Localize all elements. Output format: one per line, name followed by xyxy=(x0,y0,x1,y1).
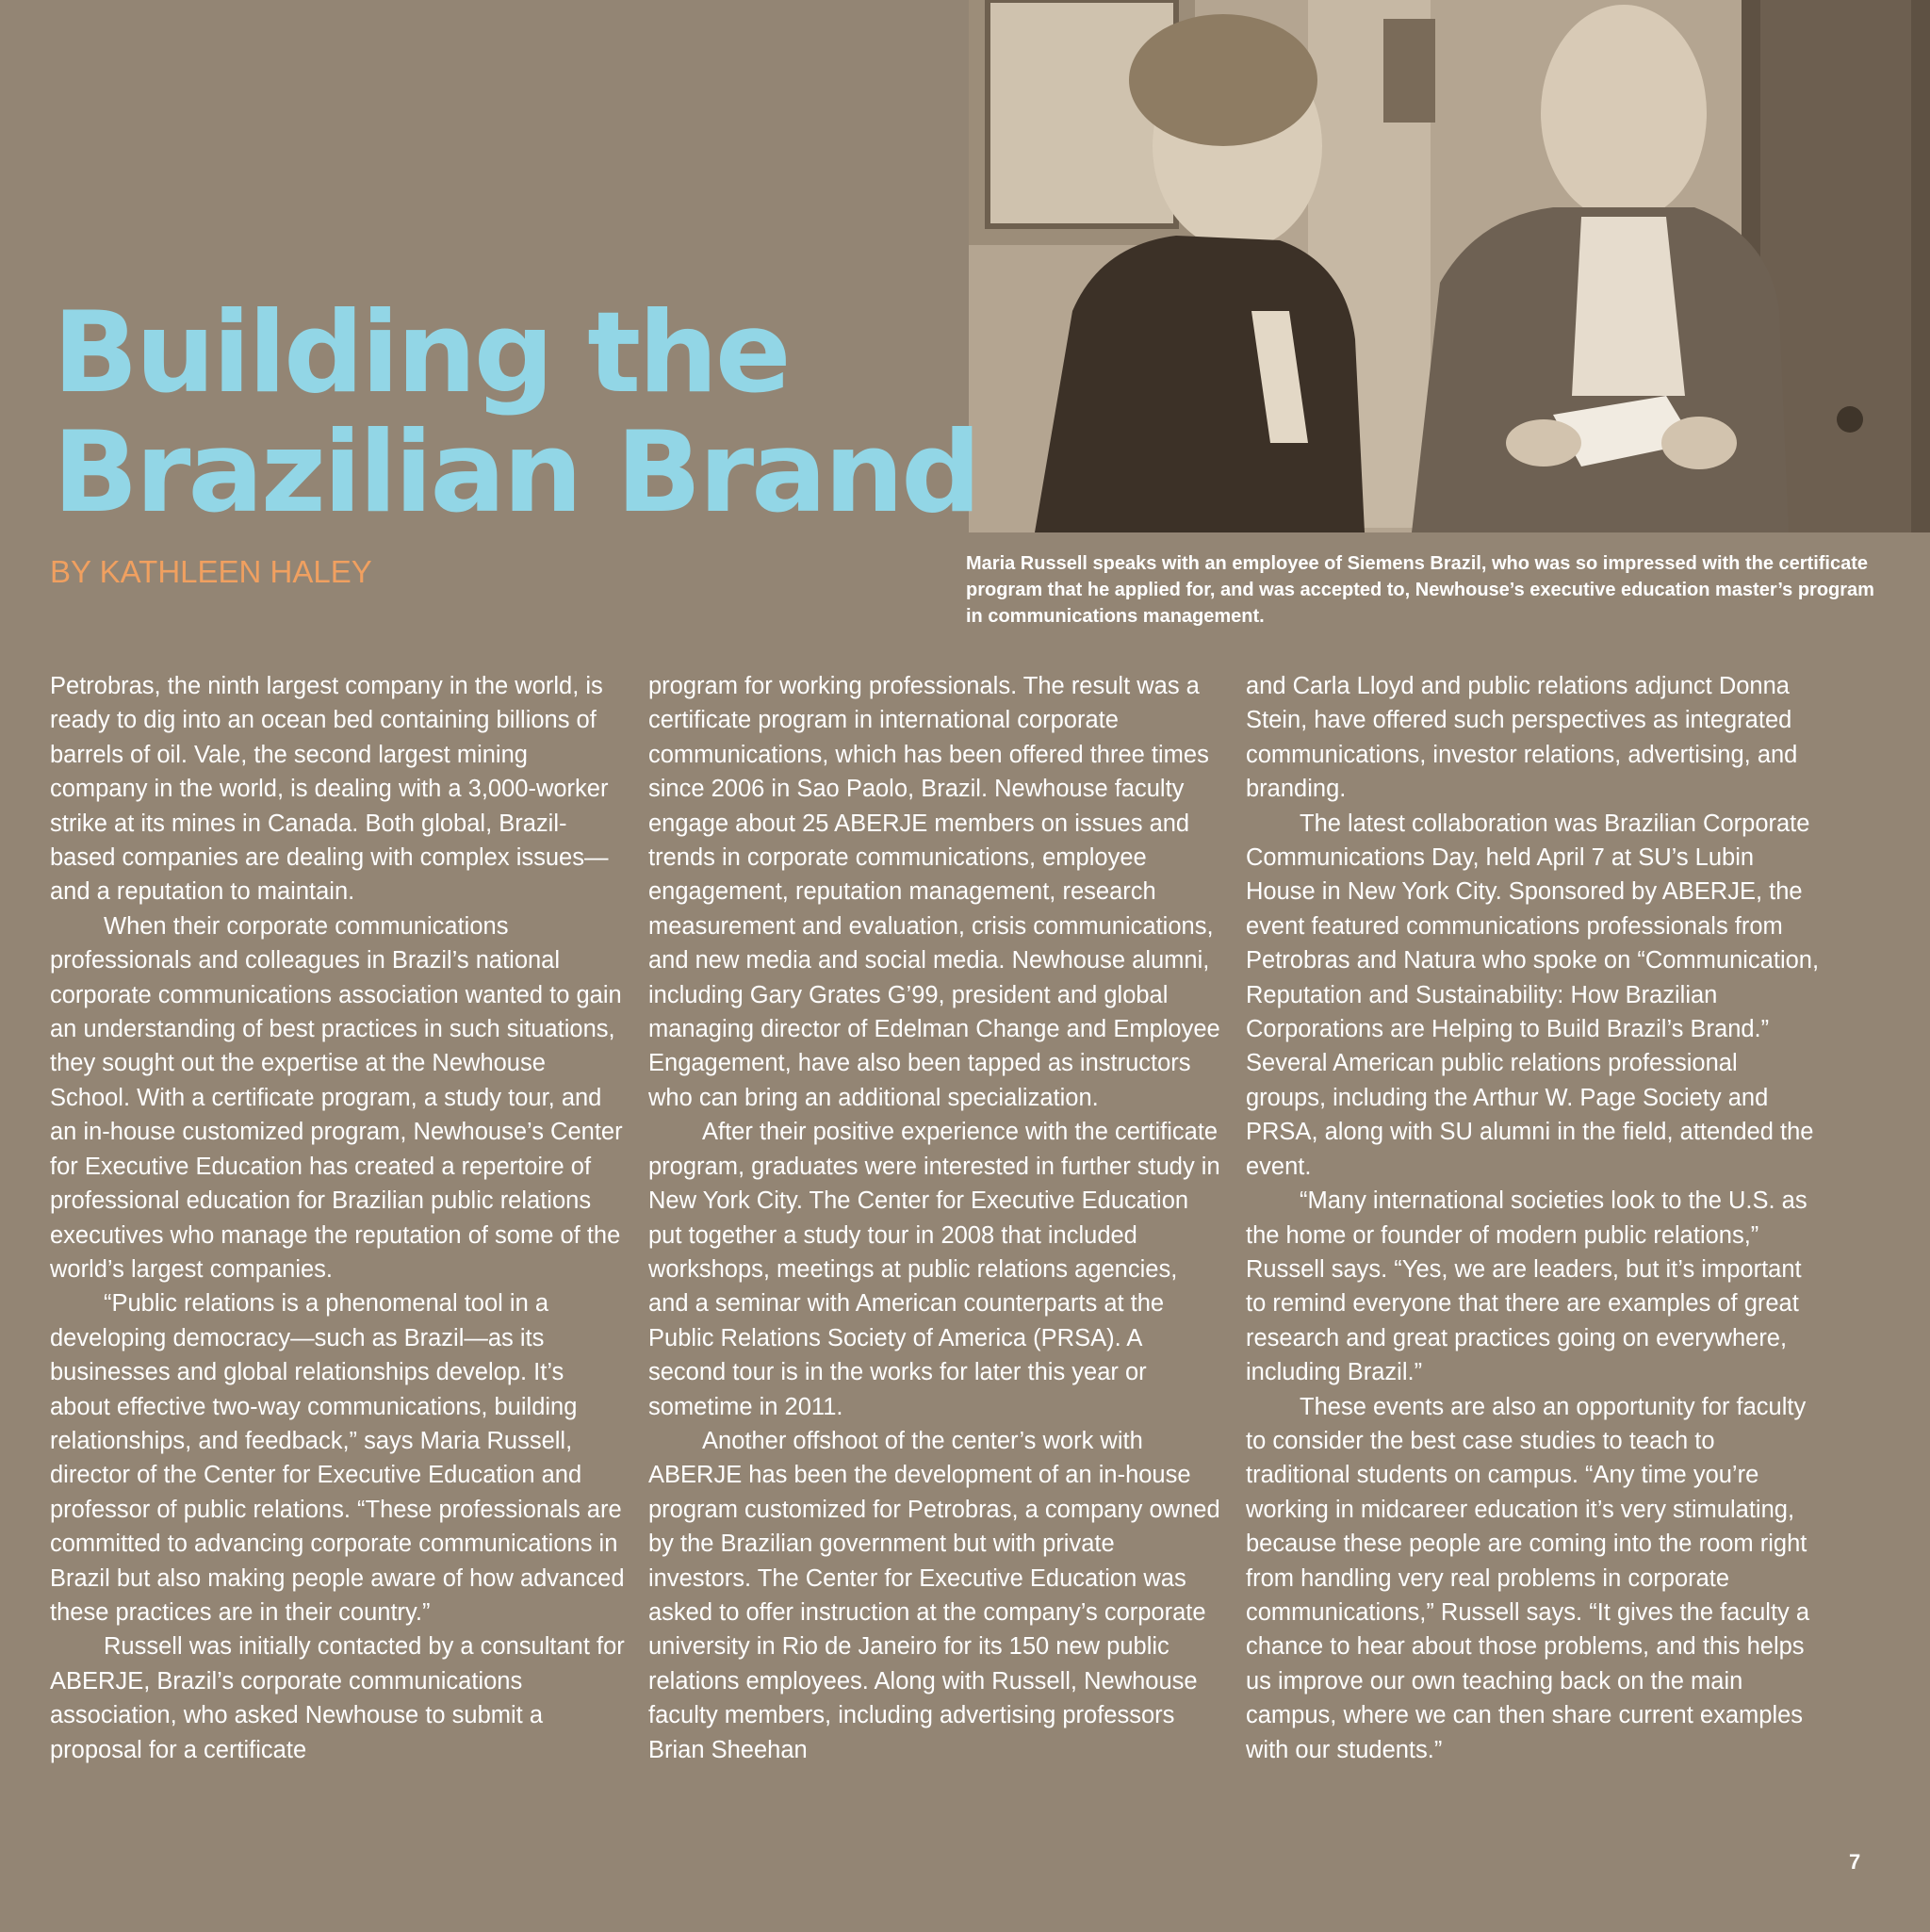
paragraph: program for working professionals. The result was a certificate program in international corporate communications, which has been offered three times since 2006 in Sao Paolo, Brazil. Newhouse faculty engage about 25 ABERJE members on issues and trends in corporate communications, employee engagement, reputation management, research measurement and evaluation, crisis communications, and new media and social media. Newhouse alumni, including Gary Grates G’99, president and global managing director of Edelman Change and Employee Engagement, have also been tapped as instructors who can bring an additional specialization. xyxy=(648,673,1220,1111)
paragraph: After their positive experience with the certificate program, graduates were interested in further study in New York City. The Center for Executive Education put together a study tour in 2008 that included workshops, meetings at public relations agencies, and a seminar with American counterparts at the Public Relations Society of America (PRSA). A second tour is in the works for later this year or sometime in 2011. xyxy=(648,1119,1220,1420)
paragraph: These events are also an opportunity for faculty to consider the best case studies to teach to traditional students on campus. “Any time you’re working in midcareer education it’s very stimulating, because these people are coming into the room right from handling very real problems in corporate communications,” Russell says. “It gives the faculty a chance to hear about those problems, and this helps us improve our own teaching back on the main campus, where we can then share current examples with our students.” xyxy=(1246,1393,1810,1763)
photo-caption: Maria Russell speaks with an employee of Siemens Brazil, who was so impressed with the certificate program that he applied for, and was accepted to, Newhouse’s executive education master’s program in communications management. xyxy=(966,553,1874,627)
paragraph: and Carla Lloyd and public relations adjunct Donna Stein, have offered such perspectives as integrated communications, investor relations, advertising, and branding. xyxy=(1246,673,1798,803)
article-title-line-2: Brazilian Brand xyxy=(53,408,979,538)
page-number: 7 xyxy=(1849,1850,1861,1874)
byline: BY KATHLEEN HALEY xyxy=(50,554,372,589)
article-title xyxy=(53,288,979,538)
paragraph: When their corporate communications professionals and colleagues in Brazil’s national corporate communications association wanted to gain an understanding of best practices in such situations, they sought out the expertise at the Newhouse School. With a certificate program, a study tour, and an in-house customized program, Newhouse’s Center for Executive Education has created a repertoire of professional education for Brazilian public relations executives who manage the reputation of some of the world’s largest companies. xyxy=(50,912,623,1283)
body-column-3 xyxy=(1246,669,1821,1767)
article-photo xyxy=(969,0,1930,532)
body-column-2 xyxy=(648,669,1223,1767)
body-column-1 xyxy=(50,669,625,1767)
paragraph: Russell was initially contacted by a consultant for ABERJE, Brazil’s corporate communications association, who asked Newhouse to submit a proposal for a certificate xyxy=(50,1633,625,1763)
article-title-line-1: Building the xyxy=(53,288,789,418)
paragraph: The latest collaboration was Brazilian Corporate Communications Day, held April 7 at SU’s Lubin House in New York City. Sponsored by ABERJE, the event featured communications professionals from Petrobras and Natura who spoke on “Communication, Reputation and Sustainability: How Brazilian Corporations are Helping to Build Brazil’s Brand.” Several American public relations professional groups, including the Arthur W. Page Society and PRSA, along with SU alumni in the field, attended the event. xyxy=(1246,810,1820,1180)
paragraph: Another offshoot of the center’s work with ABERJE has been the development of an in-house program customized for Petrobras, a company owned by the Brazilian government but with private investors. The Center for Executive Education was asked to offer instruction at the company’s corporate university in Rio de Janeiro for its 150 new public relations employees. Along with Russell, Newhouse faculty members, including advertising professors Brian Sheehan xyxy=(648,1427,1220,1763)
paragraph: “Many international societies look to the U.S. as the home or founder of modern public relations,” Russell says. “Yes, we are leaders, but it’s important to remind everyone that there are examples of great research and great practices going on everywhere, including Brazil.” xyxy=(1246,1187,1807,1386)
paragraph: Petrobras, the ninth largest company in the world, is ready to dig into an ocean bed containing billions of barrels of oil. Vale, the second largest mining company in the world, is dealing with a 3,000-worker strike at its mines in Canada. Both global, Brazil-based companies are dealing with complex issues—and a reputation to maintain. xyxy=(50,673,609,906)
paragraph: “Public relations is a phenomenal tool in a developing democracy—such as Brazil—as its businesses and global relationships develop. It’s about effective two-way communications, building relationships, and feedback,” says Maria Russell, director of the Center for Executive Education and professor of public relations. “These professionals are committed to advancing corporate communications in Brazil but also making people aware of how advanced these practices are in their country.” xyxy=(50,1290,625,1626)
